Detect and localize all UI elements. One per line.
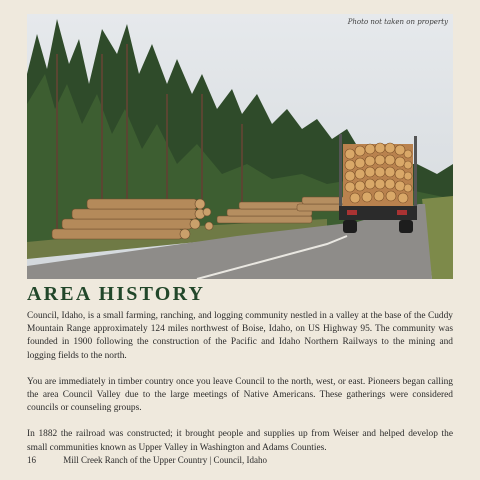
logging-road-photo-icon (27, 14, 453, 279)
section-heading: AREA HISTORY (27, 283, 206, 305)
history-paragraph-2: You are immediately in timber country once you leave Council to the north, west, or east. Pioneers began calling the area Council Valley due to the large meetings of Native Americans. These gatherings were considered councils or counseling groups. (27, 376, 453, 414)
history-paragraph-1: Council, Idaho, is a small farming, ranching, and logging community nestled in a valley at the base of the Cuddy Mountain Range approximately 124 miles northwest of Boise, Idaho, on US Highway 95. The community was founded in 1900 following the construction of the Pacific and Idaho Northern Railways to the mining and logging fields to the north. (27, 311, 453, 361)
history-body (27, 310, 453, 468)
page-footer (27, 455, 453, 465)
history-paragraph-3: In 1882 the railroad was constructed; it brought people and supplies up from Weiser and helped develop the small communities known as Upper Valley in Washington and Adams Counties. (27, 429, 453, 453)
page-number: 16 (27, 455, 36, 465)
header-photo (27, 14, 453, 279)
photo-disclaimer: Photo not taken on property (347, 18, 448, 26)
publication-title: Mill Creek Ranch of the Upper Country | Council, Idaho (63, 455, 268, 465)
